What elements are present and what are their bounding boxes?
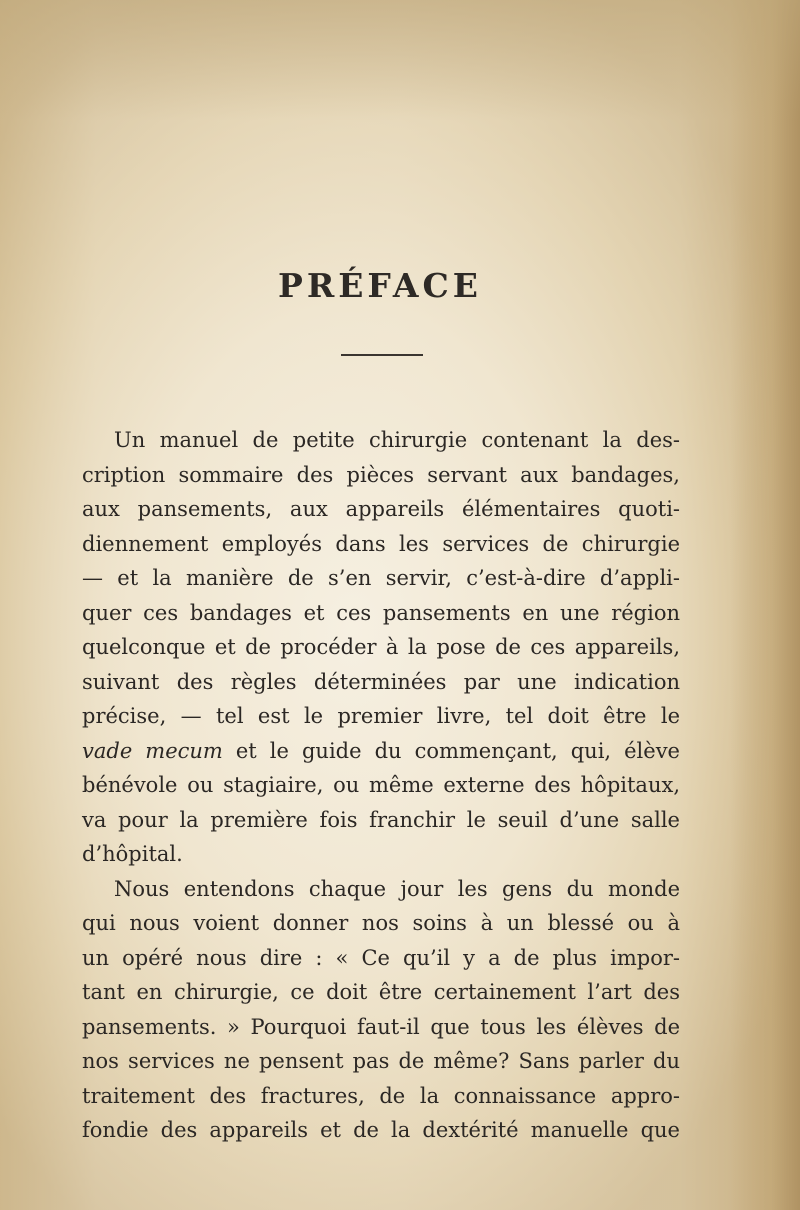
page-edge-shadow bbox=[730, 0, 800, 1210]
page-top-shadow bbox=[0, 0, 800, 120]
text-line: diennement employés dans les services de chirurgie bbox=[82, 531, 680, 556]
text-line: bénévole ou stagiaire, ou même externe des hôpitaux, bbox=[82, 773, 680, 797]
text-line bbox=[82, 734, 680, 769]
text-line: précise, — tel est le premier livre, tel doit être le bbox=[82, 704, 680, 728]
text-line-rest: et le guide du commençant, qui, élève bbox=[222, 738, 680, 763]
text-line: — et la manière de s’en servir, c’est-à-dire d’appli- bbox=[82, 566, 680, 590]
text-line: suivant des règles déterminées par une indication bbox=[82, 669, 680, 694]
page-title: PRÉFACE bbox=[278, 266, 482, 305]
text-line: aux pansements, aux appareils élémentaires quoti- bbox=[82, 497, 680, 521]
text-line: va pour la première fois franchir le seuil d’une salle bbox=[82, 807, 680, 832]
text-line: un opéré nous dire : « Ce qu’il y a de plus impor- bbox=[82, 945, 680, 970]
text-line: Nous entendons chaque jour les gens du monde bbox=[114, 876, 680, 901]
text-line: tant en chirurgie, ce doit être certainement l’art des bbox=[82, 980, 680, 1004]
text-line: fondie des appareils et de la dextérité manuelle que bbox=[82, 1118, 680, 1142]
text-line: qui nous voient donner nos soins à un blessé ou à bbox=[82, 911, 680, 935]
text-line: Un manuel de petite chirurgie contenant la des- bbox=[114, 428, 680, 452]
text-line: pansements. » Pourquoi faut-il que tous les élèves de bbox=[82, 1014, 680, 1039]
text-line: quelconque et de procéder à la pose de ces appareils, bbox=[82, 635, 680, 659]
text-line: d’hôpital. bbox=[82, 842, 183, 866]
italic-phrase: vade mecum bbox=[82, 738, 223, 763]
body-text bbox=[82, 423, 680, 1148]
text-line: quer ces bandages et ces pansements en une région bbox=[82, 600, 680, 625]
text-line: nos services ne pensent pas de même? Sans parler du bbox=[82, 1049, 680, 1073]
text-line: traitement des fractures, de la connaissance appro- bbox=[82, 1083, 680, 1108]
title-divider bbox=[341, 354, 423, 356]
text-line: cription sommaire des pièces servant aux bandages, bbox=[82, 462, 680, 487]
